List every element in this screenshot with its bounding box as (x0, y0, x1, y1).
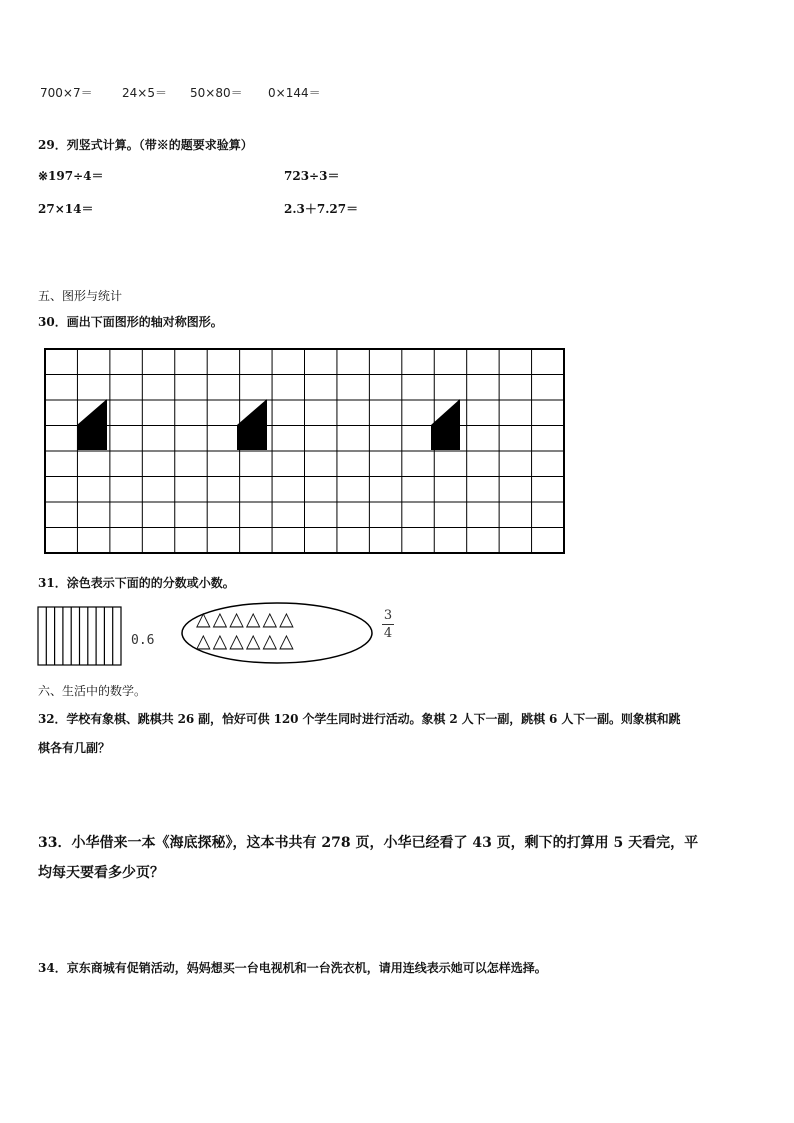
symmetry-grid (44, 348, 566, 555)
q32-line-2: 棋各有几副？ (38, 741, 111, 755)
q29-title: 29．列竖式计算。（带※的题要求验算） (38, 138, 253, 152)
section5-title: 五、图形与统计 (38, 289, 123, 303)
q30-title: 30．画出下面图形的轴对称图形。 (38, 315, 223, 329)
shape-3 (431, 399, 460, 450)
triangle: △ (245, 608, 263, 630)
q29-item-3: 27×14＝ (38, 202, 94, 216)
triangle: △ (196, 608, 213, 630)
triangle-row-2 (196, 631, 296, 652)
shape-2 (237, 399, 267, 450)
oral-calc-1: 700×7＝ (40, 86, 93, 100)
q29-item-4: 2.3＋7.27＝ (284, 202, 359, 216)
q32-line-1: 32．学校有象棋、跳棋共 26 副，恰好可供 120 个学生同时进行活动。象棋 2 人下一副，跳棋 6 人下一副。则象棋和跳 (38, 712, 681, 726)
grid-lines (45, 349, 564, 553)
q29-item-1: ※197÷4＝ (38, 169, 104, 183)
q33-line-2: 均每天要看多少页？ (38, 865, 164, 881)
triangle-row-1 (196, 609, 296, 630)
q31-title: 31．涂色表示下面的的分数或小数。 (38, 576, 235, 590)
triangle: △ (229, 608, 246, 630)
q34-text: 34．京东商城有促销活动，妈妈想买一台电视机和一台洗衣机，请用连线表示她可以怎样选择。 (38, 961, 547, 975)
triangle: △ (262, 608, 280, 630)
triangle: △ (229, 630, 246, 652)
q33-line-1: 33．小华借来一本《海底探秘》，这本书共有 278 页，小华已经看了 43 页，剩下的打算用 5 天看完，平 (38, 835, 699, 851)
fraction-numerator: 3 (383, 608, 393, 623)
triangle: △ (262, 630, 280, 652)
triangle: △ (212, 608, 230, 630)
section6-title: 六、生活中的数学。 (38, 684, 147, 698)
q29-item-2: 723÷3＝ (284, 169, 340, 183)
shape-1 (77, 399, 107, 450)
oral-calc-2: 24×5＝ (122, 86, 167, 100)
triangle: △ (245, 630, 263, 652)
decimal-strips (37, 606, 123, 666)
triangle: △ (279, 630, 296, 652)
fraction-3-4 (382, 608, 394, 641)
decimal-label: 0.6 (131, 633, 155, 648)
triangle: △ (196, 630, 213, 652)
triangle: △ (212, 630, 230, 652)
triangle: △ (279, 608, 296, 630)
fraction-denominator: 4 (383, 626, 393, 641)
oral-calc-4: 0×144＝ (268, 86, 321, 100)
oral-calc-3: 50×80＝ (190, 86, 243, 100)
